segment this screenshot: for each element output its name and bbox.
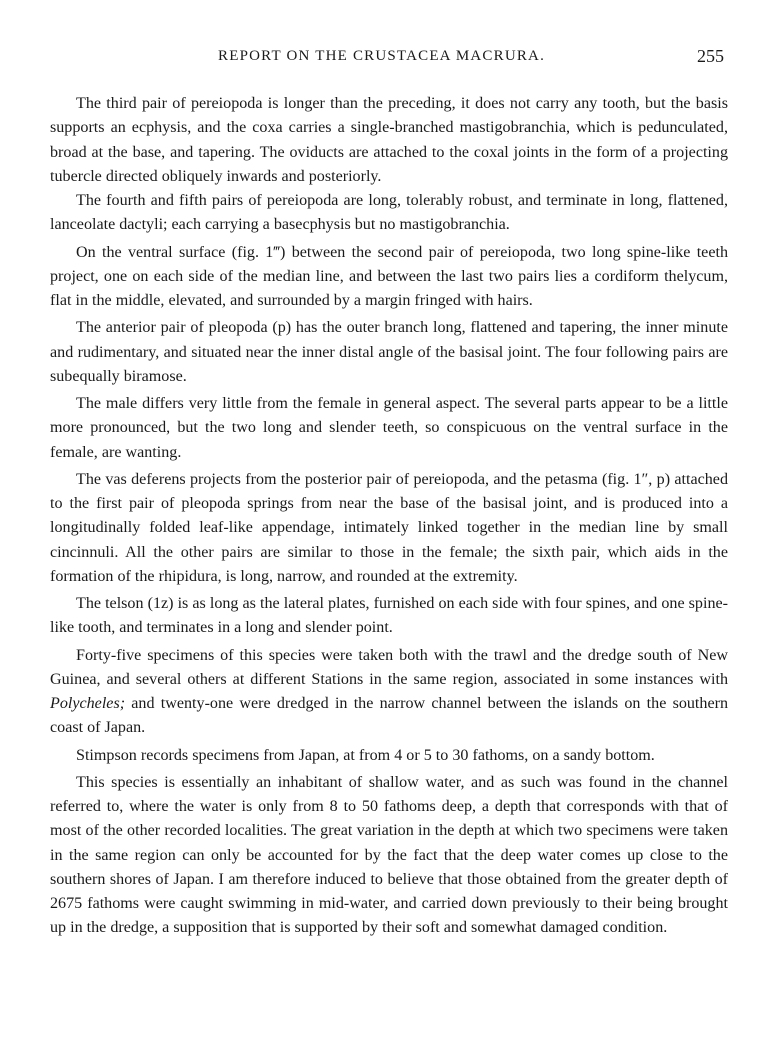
specimens-text-after: and twenty-one were dredged in the narrow channel between the islands on the southern coast of Japan. <box>50 695 728 737</box>
paragraph-ventral-surface: On the ventral surface (fig. 1‴) between the second pair of pereiopoda, two long spine-like teeth project, one on each side of the median line, and between the last two pairs lies a cordiform thelycum, flat in the middle, elevated, and surrounded by a margin fringed with hairs. <box>50 243 728 309</box>
paragraph-third-pereiopoda: The third pair of pereiopoda is longer than the preceding, it does not carry any tooth, but the basis supports an ecphysis, and the coxa carries a single-branched mastigobranchia, which is pedunculated, broad at the base, and tapering. The oviducts are attached to the coxal joints in the form of a projecting tubercle directed obliquely inwards and posteriorly. <box>50 95 728 185</box>
page-number: 255 <box>697 46 724 66</box>
paragraph-male: The male differs very little from the female in general aspect. The several parts appear to be a little more pronounced, but the two long and slender teeth, so conspicuous on the ventral surface in the female, are wanting. <box>50 395 728 461</box>
paragraph-fourth-fifth-pereiopoda: The fourth and fifth pairs of pereiopoda are long, tolerably robust, and terminate in long, flattened, lanceolate dactyli; each carrying a basecphysis but no mastigobranchia. <box>50 192 728 234</box>
running-title: REPORT ON THE CRUSTACEA MACRURA. <box>218 48 546 64</box>
running-header <box>48 46 728 70</box>
paragraph-vas-deferens: The vas deferens projects from the posterior pair of pereiopoda, and the petasma (fig. 1″, p) attached to the first pair of pleopoda springs from near the base of the basisal joint, and is produced into a longitudinally folded leaf-like appendage, intimately linked together in the median line by small cincinnuli. All the other pairs are similar to those in the female; the sixth pair, which aids in the formation of the rhipidura, is long, narrow, and rounded at the extremity. <box>50 470 728 585</box>
paragraph-specimens <box>50 644 728 741</box>
paragraph-habitat: This species is essentially an inhabitant of shallow water, and as such was found in the channel referred to, where the water is only from 8 to 50 fathoms deep, a depth that corresponds with that of most of the other recorded localities. The great variation in the depth at which two specimens were taken in the same region can only be accounted for by the fact that the deep water comes up close to the southern shores of Japan. I am therefore induced to believe that those obtained from the greater depth of 2675 fathoms were caught swimming in mid-water, and carried down previously to their being brought up in the dredge, a supposition that is supported by their soft and somewhat damaged condition. <box>50 773 728 937</box>
genus-name-italic: Polycheles; <box>50 695 126 712</box>
paragraph-telson: The telson (1z) is as long as the lateral plates, furnished on each side with four spines, and one spine-like tooth, and terminates in a long and slender point. <box>50 595 728 637</box>
specimens-text-before: Forty-five specimens of this species were taken both with the trawl and the dredge south of New Guinea, and several others at different Stations in the same region, associated in some instances with <box>50 646 728 688</box>
paragraph-pleopoda: The anterior pair of pleopoda (p) has the outer branch long, flattened and tapering, the inner minute and rudimentary, and situated near the inner distal angle of the basisal joint. The four following pairs are subequally biramose. <box>50 319 728 385</box>
body-text <box>50 92 728 941</box>
paragraph-stimpson: Stimpson records specimens from Japan, at from 4 or 5 to 30 fathoms, on a sandy bottom. <box>76 746 655 764</box>
